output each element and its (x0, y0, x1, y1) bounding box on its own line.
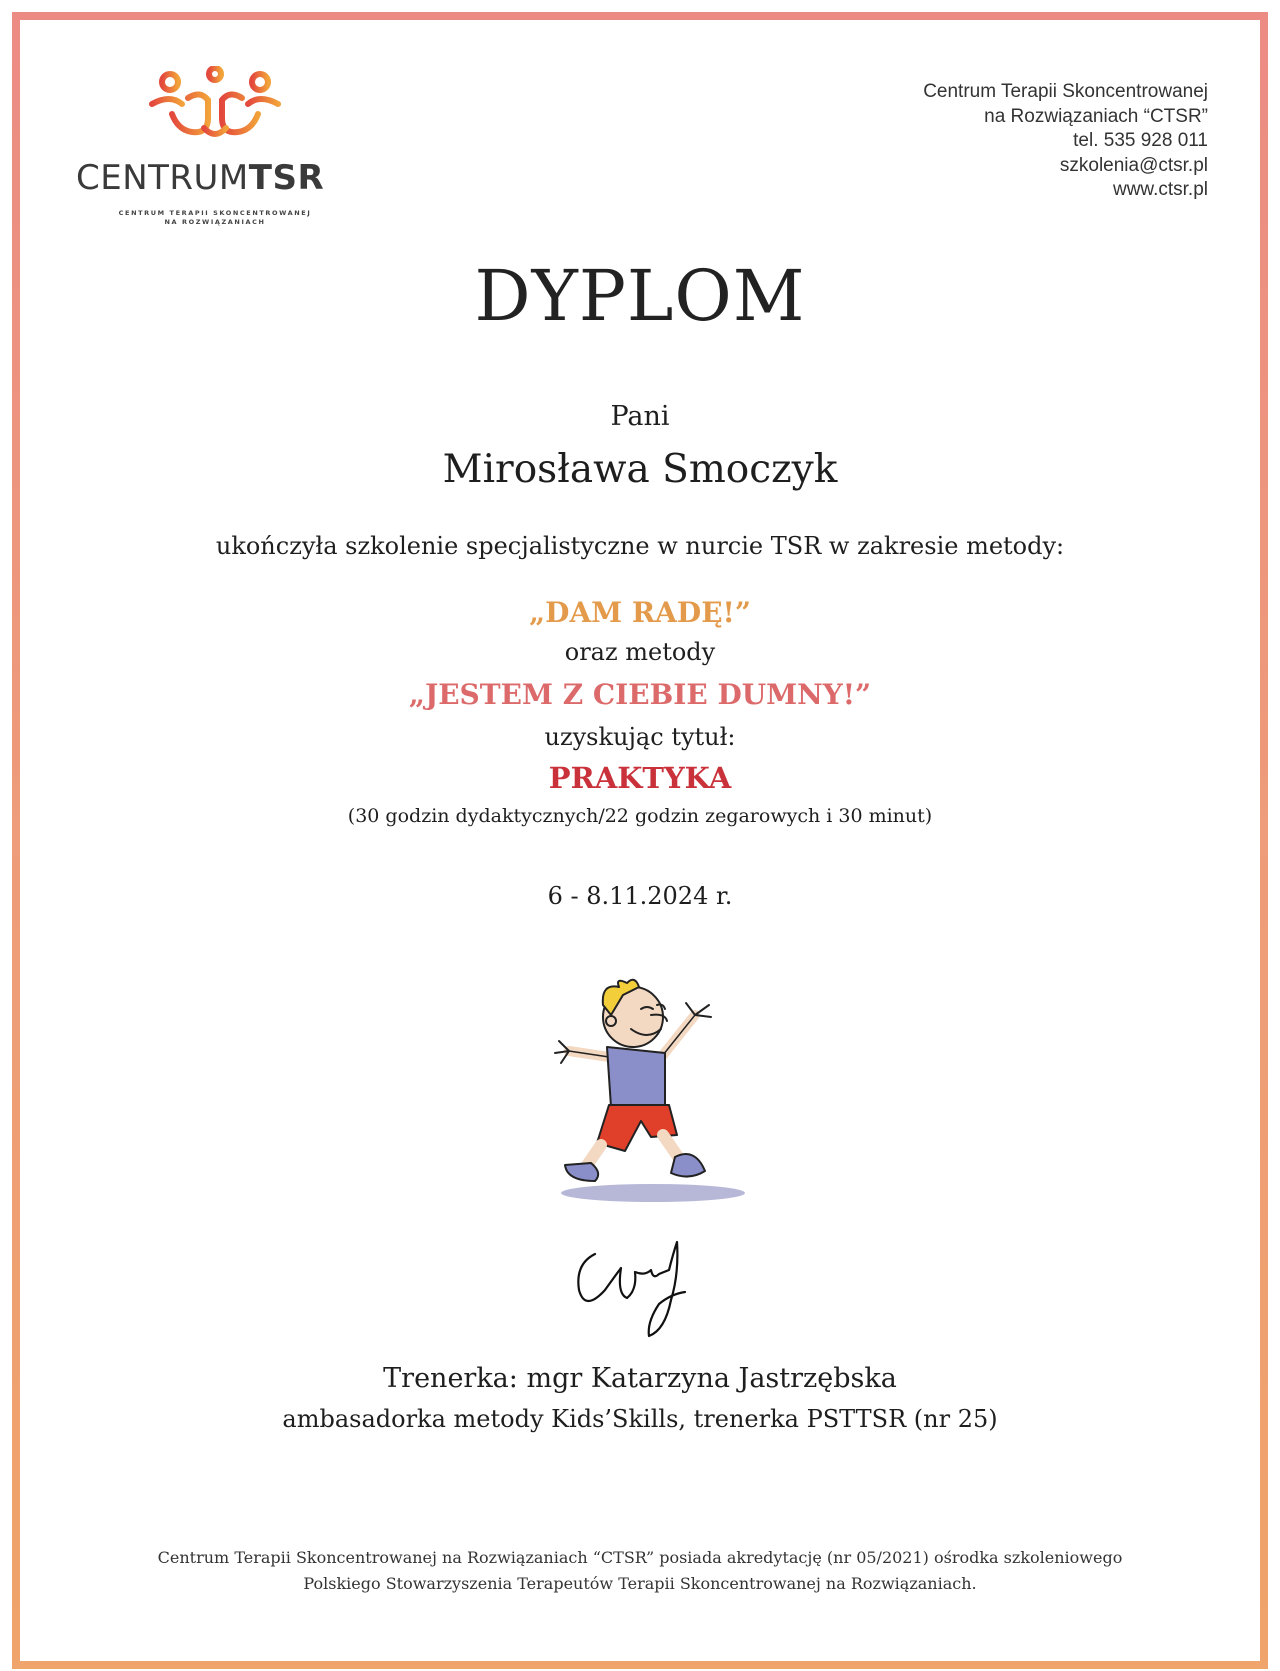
training-date: 6 - 8.11.2024 r. (547, 882, 733, 910)
logo-word-bold: TSR (248, 158, 325, 198)
accreditation-footer (0, 1545, 1280, 1597)
awarded-title: PRAKTYKA (548, 761, 732, 795)
jumping-boy-illustration-icon (553, 975, 753, 1205)
obtaining-title-text: uzyskując tytuł: (544, 723, 736, 751)
contact-email[interactable]: szkolenia@ctsr.pl (1059, 154, 1208, 176)
method-2: „JESTEM Z CIEBIE DUMNY!” (408, 678, 872, 711)
trainer-name: Trenerka: mgr Katarzyna Jastrzębska (383, 1363, 897, 1394)
ctsr-logo (70, 66, 360, 236)
hours-text: (30 godzin dydaktycznych/22 godzin zegarowych i 30 minut) (347, 805, 933, 827)
people-logo-icon (148, 66, 282, 140)
contact-block (923, 80, 1208, 203)
logo-wordmark (76, 158, 324, 198)
logo-word-light: CENTRUM (76, 158, 249, 198)
trainer-role: ambasadorka metody Kids’Skills, trenerka PSTTSR (nr 25) (282, 1405, 998, 1433)
contact-website[interactable]: www.ctsr.pl (1112, 179, 1208, 200)
footer-line1: Centrum Terapii Skoncentrowanej na Rozwiązaniach “CTSR” posiada akredytację (nr 05/2021) ośrodka szkoleniowego (157, 1548, 1123, 1567)
recipient-name: Mirosława Smoczyk (442, 447, 838, 492)
completed-text: ukończyła szkolenie specjalistyczne w nurcie TSR w zakresie metody: (215, 532, 1065, 560)
logo-subtitle-line2: NA ROZWIĄZANIACH (164, 218, 266, 226)
contact-org-line1: Centrum Terapii Skoncentrowanej (923, 81, 1208, 102)
method-1: „DAM RADĘ!” (529, 596, 751, 629)
and-method-text: oraz metody (564, 638, 716, 666)
trainer-signature-icon (575, 1234, 695, 1344)
diploma-title: DYPLOM (474, 255, 806, 337)
logo-subtitle (70, 209, 360, 227)
contact-org-line2: na Rozwiązaniach “CTSR” (984, 105, 1208, 127)
logo-subtitle-line1: CENTRUM TERAPII SKONCENTROWANEJ (118, 209, 312, 217)
salutation: Pani (610, 401, 670, 432)
footer-line2: Polskiego Stowarzyszenia Terapeutów Terapii Skoncentrowanej na Rozwiązaniach. (303, 1574, 977, 1593)
contact-phone: tel. 535 928 011 (1073, 130, 1208, 151)
